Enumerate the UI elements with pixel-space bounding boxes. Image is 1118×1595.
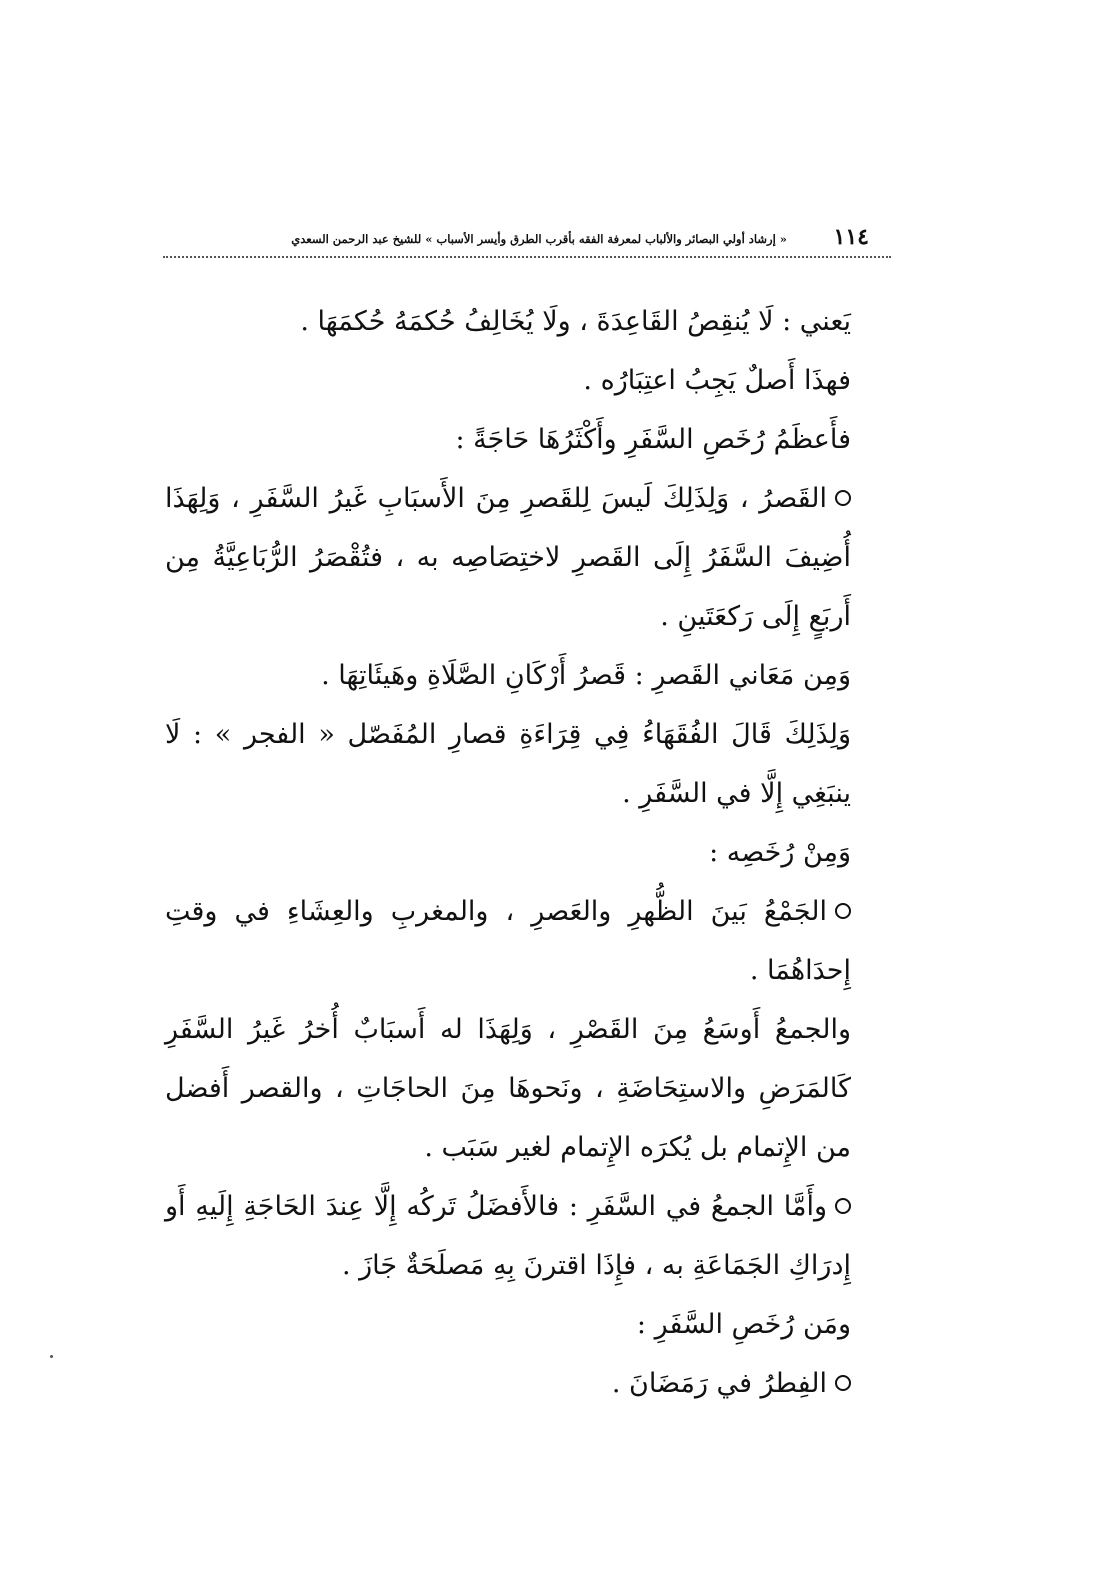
paragraph-text: فهذَا أَصلٌ يَجِبُ اعتِبَارُه .	[583, 365, 851, 396]
scan-speck	[50, 1355, 53, 1358]
paragraph-text: القَصرُ ، وَلِذَلِكَ لَيسَ لِلقَصرِ مِنَ الأَسبَابِ غَيرُ السَّفَرِ ، وَلِهَذَا أُضِيفَ السَّفَرُ إِلَى القَصرِ لاختِصَاصِه به ، فتُقْصَرُ الرُّبَاعِيَّةُ مِن أَربَعٍ إِلَى رَكعَتَينِ .	[165, 483, 851, 632]
body-text	[165, 292, 867, 1413]
running-header	[163, 222, 891, 258]
paragraph	[165, 292, 867, 351]
paragraph-text: والجمعُ أَوسَعُ مِنَ القَصْرِ ، وَلِهَذَا له أَسبَابٌ أُخرُ غَيرُ السَّفَرِ كَالمَرَضِ والاستِحَاضَةِ ، ونَحوهَا مِنَ الحاجَاتِ ، والقصر أَفضل من الإِتمام بل يُكرَه الإِتمام لغير سَبَب .	[165, 1014, 851, 1163]
paragraph-text: الفِطرُ في رَمَضَانَ .	[611, 1368, 827, 1399]
paragraph	[165, 646, 867, 705]
paragraph-text: الجَمْعُ بَينَ الظُّهرِ والعَصرِ ، والمغربِ والعِشَاءِ في وقتِ إِحدَاهُمَا .	[165, 896, 851, 986]
page-number: ١١٤	[833, 224, 869, 250]
circle-bullet-icon	[835, 1198, 851, 1214]
paragraph-text: وَمِنْ رُخَصِه :	[709, 837, 851, 868]
paragraph-text: وَلِذَلِكَ قَالَ الفُقَهَاءُ فِي قِرَاءَةِ قصارِ المُفَصّل « الفجر » : لَا ينبَغِي إِلَّا في السَّفَرِ .	[165, 719, 851, 809]
paragraph	[165, 410, 867, 469]
paragraph	[165, 1000, 867, 1177]
paragraph-text: وأَمَّا الجمعُ في السَّفَرِ : فالأَفضَلُ تَركُه إِلَّا عِندَ الحَاجَةِ إِلَيهِ أَو إِدرَاكِ الجَمَاعَةِ به ، فإِذَا اقترنَ بِهِ مَصلَحَةٌ جَازَ .	[165, 1191, 851, 1281]
paragraph	[165, 823, 867, 882]
paragraph	[165, 1295, 867, 1354]
circle-bullet-icon	[835, 1375, 851, 1391]
paragraph-text: يَعني : لَا يُنقِصُ القَاعِدَةَ ، ولَا يُخَالِفُ حُكمَهُ حُكمَهَا .	[300, 306, 851, 337]
paragraph	[165, 351, 867, 410]
paragraph-text: فأَعظَمُ رُخَصِ السَّفَرِ وأَكْثَرُهَا حَاجَةً :	[455, 424, 851, 455]
header-divider	[163, 256, 891, 258]
bullet-paragraph	[165, 882, 867, 1000]
paragraph-text: ومَن رُخَصِ السَّفَرِ :	[636, 1309, 851, 1340]
bullet-paragraph	[165, 1354, 867, 1413]
circle-bullet-icon	[835, 490, 851, 506]
bullet-paragraph	[165, 1177, 867, 1295]
book-title-header: « إرشاد أولي البصائر والألباب لمعرفة الفقه بأقرب الطرق وأيسر الأسباب » للشيخ عبد الرحمن السعدي	[291, 232, 787, 246]
paragraph-text: وَمِن مَعَاني القَصرِ : قَصرُ أَرْكَانِ الصَّلَاةِ وهَيئَاتِهَا .	[321, 660, 851, 691]
paragraph	[165, 705, 867, 823]
bullet-paragraph	[165, 469, 867, 646]
circle-bullet-icon	[835, 903, 851, 919]
